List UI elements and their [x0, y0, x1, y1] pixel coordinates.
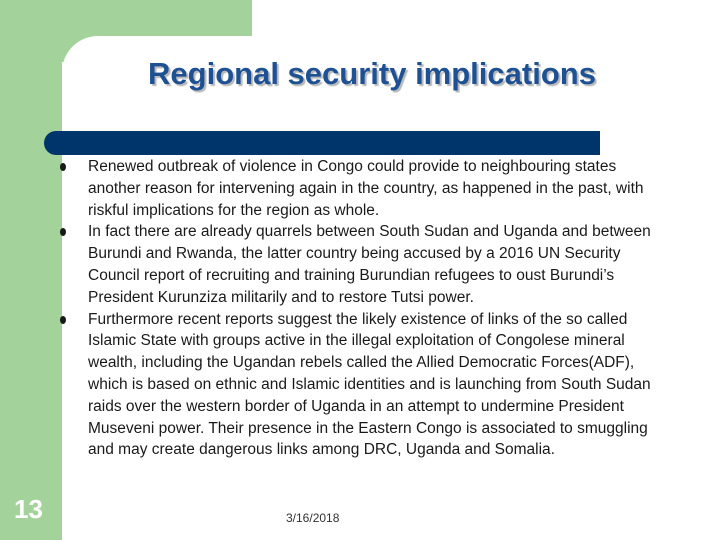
bullet-text-3: Furthermore recent reports suggest the likely existence of links of the so called Islamic State with groups active in the illegal exploitation of Congolese mineral wealth, including the Ugandan rebels called the Allied Democratic Forces(ADF), which is based on ethnic and Islamic identities and is launching from South Sudan raids over the western border of Uganda in an attempt to undermine President Museveni power. Their presence in the Eastern Congo is associated to smuggling and may create dangerous links among DRC, Uganda and Somalia. — [88, 310, 651, 459]
bullet-dot-icon — [60, 228, 66, 236]
bullet-item-1 — [56, 156, 656, 221]
bullet-text-2: In fact there are already quarrels between South Sudan and Uganda and between Burundi and Rwanda, the latter country being accused by a 2016 UN Security Council report of recruiting and training Burundian refugees to oust Burundi’s President Kurunziza militarily and to restore Tutsi power. — [88, 223, 651, 306]
bullet-dot-icon — [60, 316, 66, 324]
slide-number: 13 — [14, 494, 43, 524]
bullet-item-2 — [56, 221, 656, 308]
bullet-dot-icon — [60, 163, 66, 171]
side-decoration-band — [0, 0, 62, 540]
bullet-item-3 — [56, 309, 656, 462]
slide-date: 3/16/2018 — [286, 511, 340, 525]
title-underline-bar — [44, 131, 600, 155]
bullet-list — [56, 156, 656, 461]
slide-title: Regional security implications — [148, 56, 596, 91]
bullet-text-1: Renewed outbreak of violence in Congo could provide to neighbouring states another reason for intervening again in the country, as happened in the past, with riskful implications for the region as whole. — [88, 158, 644, 219]
